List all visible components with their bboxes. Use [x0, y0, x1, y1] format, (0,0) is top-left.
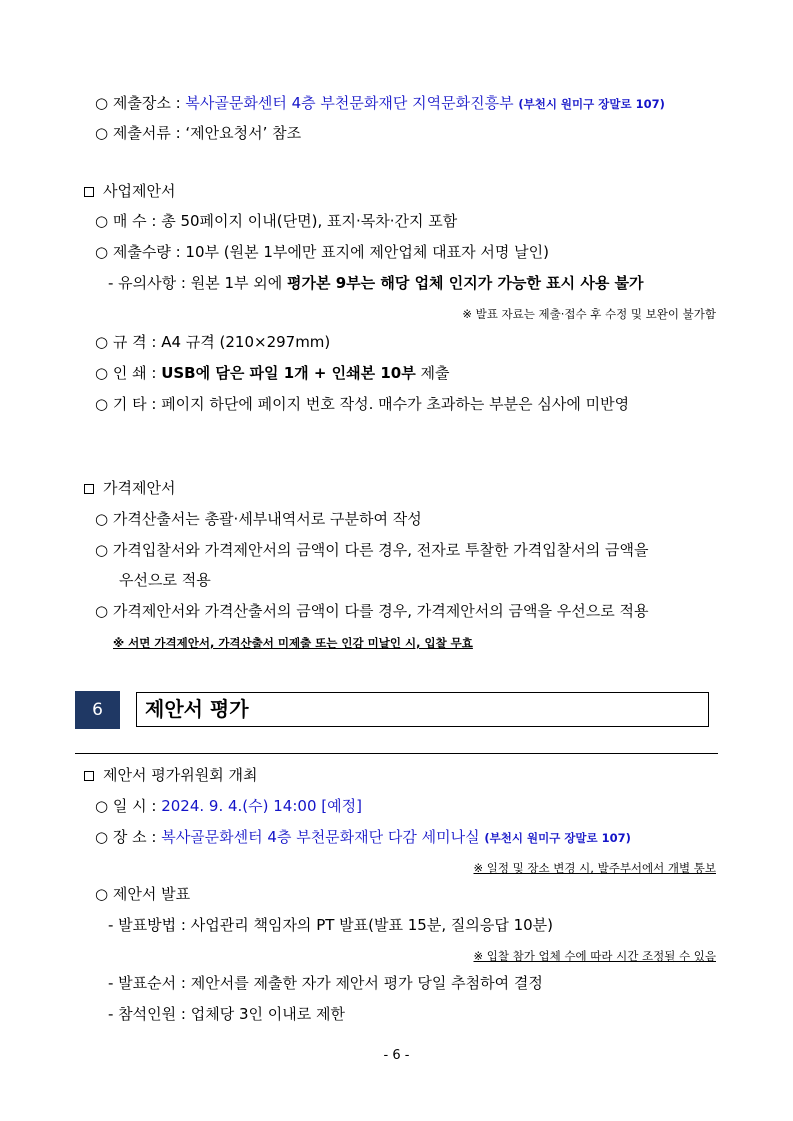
- business-print-prefix: ○ 인 쇄 :: [95, 364, 162, 382]
- submit-place-value: 복사골문화센터 4층 부천문화재단 지역문화진흥부: [185, 94, 514, 112]
- eval-place-value: 복사골문화센터 4층 부천문화재단 다감 세미나실: [161, 828, 480, 846]
- business-print-suffix: 제출: [415, 364, 450, 382]
- business-remark: ※ 발표 자료는 제출·접수 후 수정 및 보완이 불가함: [462, 307, 716, 321]
- business-note-prefix: - 유의사항 : 원본 1부 외에: [108, 274, 288, 292]
- business-heading: [84, 181, 175, 201]
- price-warning: ※ 서면 가격제안서, 가격산출서 미제출 또는 인감 미날인 시, 입찰 무효: [113, 636, 473, 650]
- price-heading: [84, 478, 175, 498]
- price-line-2b: 우선으로 적용: [119, 571, 211, 589]
- price-line-3: ○ 가격제안서와 가격산출서의 금액이 다를 경우, 가격제안서의 금액을 우선으로 적용: [95, 602, 649, 620]
- price-line-1: ○ 가격산출서는 총괄·세부내역서로 구분하여 작성: [95, 510, 422, 528]
- eval-date-label: ○ 일 시 :: [95, 797, 162, 815]
- section-number-badge: 6: [75, 691, 120, 729]
- business-print-bold: USB에 담은 파일 1개 + 인쇄본 10부: [161, 364, 416, 382]
- eval-present: ○ 제안서 발표: [95, 885, 191, 903]
- submit-place-address: (부천시 원미구 장말로 107): [518, 97, 665, 111]
- business-etc: ○ 기 타 : 페이지 하단에 페이지 번호 작성. 매수가 초과하는 부분은 심사에 미반영: [95, 395, 630, 413]
- checkbox-square-icon: [84, 484, 94, 494]
- business-size: ○ 규 격 : A4 규격 (210×297mm): [95, 333, 331, 351]
- eval-method: - 발표방법 : 사업관리 책임자의 PT 발표(발표 15분, 질의응답 10분): [108, 916, 554, 934]
- submit-docs-line: ○ 제출서류 : ‘제안요청서’ 참조: [95, 124, 302, 142]
- business-print: [95, 363, 449, 383]
- business-copies: ○ 제출수량 : 10부 (원본 1부에만 표지에 제안업체 대표자 서명 날인): [95, 243, 549, 261]
- eval-remark-1: ※ 일정 및 장소 변경 시, 발주부서에서 개별 통보: [473, 861, 716, 875]
- eval-date-value: 2024. 9. 4.(수) 14:00 [예정]: [161, 797, 362, 815]
- eval-heading-text: 제안서 평가위원회 개최: [103, 766, 258, 784]
- checkbox-square-icon: [84, 771, 94, 781]
- submit-place-line: [95, 93, 665, 114]
- eval-place-label: ○ 장 소 :: [95, 828, 162, 846]
- price-line-2a: ○ 가격입찰서와 가격제안서의 금액이 다른 경우, 전자로 투찰한 가격입찰서의 금액을: [95, 541, 649, 559]
- eval-place-line: [95, 827, 631, 848]
- section-title: 제안서 평가: [136, 692, 709, 727]
- eval-heading: [84, 765, 257, 785]
- eval-remark-2: ※ 입찰 참가 업체 수에 따라 시간 조정될 수 있음: [473, 949, 716, 963]
- business-note: [108, 273, 644, 293]
- business-note-bold: 평가본 9부는 해당 업체 인지가 가능한 표시 사용 불가: [287, 274, 644, 292]
- eval-order: - 발표순서 : 제안서를 제출한 자가 제안서 평가 당일 추첨하여 결정: [108, 974, 543, 992]
- business-heading-text: 사업제안서: [103, 182, 176, 200]
- section-divider: [75, 753, 718, 754]
- eval-place-address: (부천시 원미구 장말로 107): [484, 831, 631, 845]
- submit-place-label: ○ 제출장소 :: [95, 94, 186, 112]
- price-heading-text: 가격제안서: [103, 479, 176, 497]
- page-number: - 6 -: [383, 1048, 410, 1063]
- business-pages: ○ 매 수 : 총 50페이지 이내(단면), 표지·목차·간지 포함: [95, 212, 458, 230]
- eval-date-line: [95, 796, 362, 816]
- eval-attend: - 참석인원 : 업체당 3인 이내로 제한: [108, 1005, 345, 1023]
- checkbox-square-icon: [84, 187, 94, 197]
